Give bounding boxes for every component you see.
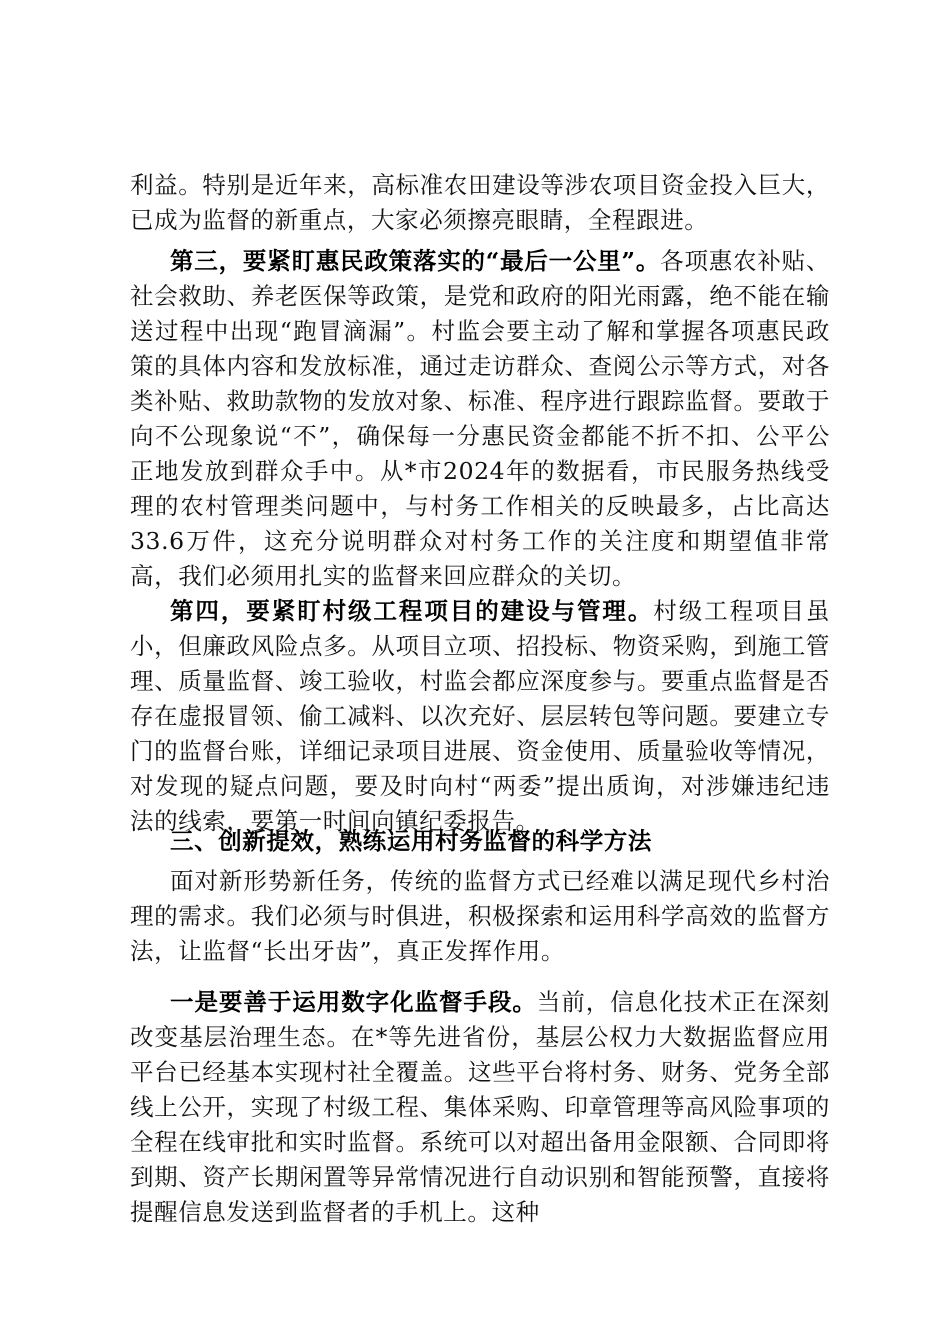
paragraph-text: 面对新形势新任务，传统的监督方式已经难以满足现代乡村治理的需求。我们必须与时俱进，积极探索和运用科学高效的监督方法，让监督“长出牙齿”，真正发挥作用。: [130, 867, 830, 965]
paragraph-text: 各项惠农补贴、社会救助、养老医保等政策，是党和政府的阳光雨露，绝不能在输送过程中出现“跑冒滴漏”。村监会要主动了解和掌握各项惠民政策的具体内容和发放标准，通过走访群众、查阅公示等方式，对各类补贴、救助款物的发放对象、标准、程序进行跟踪监督。要敢于向不公现象说“不”，确保每一分惠民资金都能不折不扣、公平公正地发放到群众手中。从*市2024年的数据看，市民服务热线受理的农村管理类问题中，与村务工作相关的反映最多，占比高达33.6万件，这充分说明群众对村务工作的关注度和期望值非常高，我们必须用扎实的监督来回应群众的关切。: [130, 247, 831, 590]
paragraph-lead: 第四，要紧盯村级工程项目的建设与管理。: [170, 597, 654, 625]
paragraph-lead: 第三，要紧盯惠民政策落实的“最后一公里”。: [170, 247, 661, 275]
paragraph-text: 村级工程项目虽小，但廉政风险点多。从项目立项、招投标、物资采购，到施工管理、质量监督、竣工验收，村监会都应深度参与。要重点监督是否存在虚报冒领、偷工减料、以次充好、层层转包等问题。要建立专门的监督台账，详细记录项目进展、资金使用、质量验收等情况，对发现的疑点问题，要及时向村“两委”提出质询，对涉嫌违纪违法的线索，要第一时间向镇纪委报告。: [130, 597, 830, 835]
paragraph-text: 当前，信息化技术正在深刻改变基层治理生态。在*等先进省份，基层公权力大数据监督应用平台已经基本实现村社全覆盖。这些平台将村务、财务、党务全部线上公开，实现了村级工程、集体采购、印章管理等高风险事项的全程在线审批和实时监督。系统可以对超出备用金限额、合同即将到期、资产长期闲置等异常情况进行自动识别和智能预警，直接将提醒信息发送到监督者的手机上。这种: [130, 988, 831, 1226]
section-heading: [130, 824, 830, 859]
paragraph-point-four: [130, 594, 830, 839]
section-heading-text: 三、创新提效，熟练运用村务监督的科学方法: [170, 827, 652, 855]
paragraph-continuation: [130, 168, 830, 238]
paragraph-point-three: [130, 244, 830, 594]
paragraph-point-one: [130, 985, 830, 1230]
paragraph-intro: [130, 864, 830, 969]
paragraph-text: 利益。特别是近年来，高标准农田建设等涉农项目资金投入巨大，已成为监督的新重点，大家必须擦亮眼睛，全程跟进。: [130, 171, 830, 234]
paragraph-lead: 一是要善于运用数字化监督手段。: [170, 988, 537, 1016]
